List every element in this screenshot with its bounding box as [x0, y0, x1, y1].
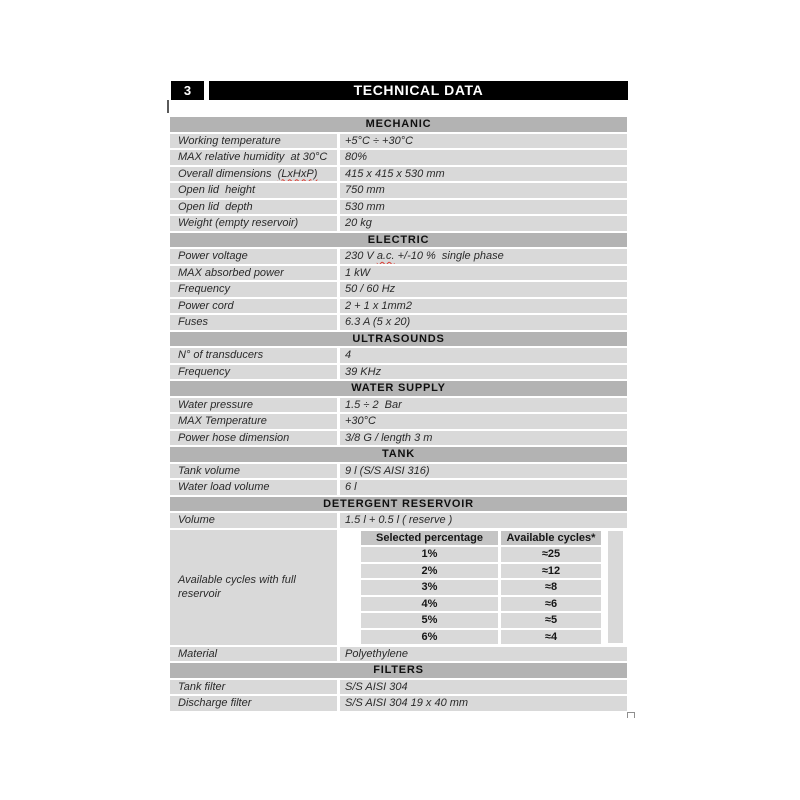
nested-table-area [340, 530, 627, 645]
cycles-table-header-cell: Selected percentage [361, 531, 498, 546]
spec-label: N° of transducers [170, 348, 337, 363]
page-title: TECHNICAL DATA [209, 81, 628, 100]
cycles-table-row [361, 613, 601, 628]
spec-value: 4 [340, 348, 627, 363]
technical-data-table [170, 117, 627, 713]
spec-label: Power hose dimension [170, 431, 337, 446]
table-section-header: ULTRASOUNDS [170, 332, 627, 347]
spec-label: Water load volume [170, 480, 337, 495]
cycles-count-cell: ≈25 [501, 547, 601, 562]
spec-label: Tank filter [170, 680, 337, 695]
spec-row [170, 680, 627, 695]
table-section-header: FILTERS [170, 663, 627, 678]
spec-value: 1.5 ÷ 2 Bar [340, 398, 627, 413]
cycles-table-header-cell: Available cycles* [501, 531, 601, 546]
spec-row [170, 464, 627, 479]
spec-label: Open lid height [170, 183, 337, 198]
spec-label: Fuses [170, 315, 337, 330]
spec-label: Power voltage [170, 249, 337, 264]
spec-value: 50 / 60 Hz [340, 282, 627, 297]
cycles-count-cell: ≈6 [501, 597, 601, 612]
spec-row [170, 696, 627, 711]
cycles-table-header-row [361, 531, 601, 546]
spec-row [170, 200, 627, 215]
spec-label: Volume [170, 513, 337, 528]
chapter-header [171, 81, 628, 100]
table-section-header: TANK [170, 447, 627, 462]
cycles-table-row [361, 597, 601, 612]
corner-mark [627, 712, 635, 718]
spec-value: 3/8 G / length 3 m [340, 431, 627, 446]
cycles-percentage-cell: 5% [361, 613, 498, 628]
spec-row [170, 299, 627, 314]
spec-value: Polyethylene [340, 647, 627, 662]
spec-value: 230 V a.c. +/-10 % single phase [340, 249, 627, 264]
spec-row [170, 480, 627, 495]
spec-value: 1 kW [340, 266, 627, 281]
cycles-percentage-cell: 4% [361, 597, 498, 612]
spec-value: 20 kg [340, 216, 627, 231]
spec-label: Working temperature [170, 134, 337, 149]
row-filler-strip [608, 531, 623, 643]
spec-value: 6.3 A (5 x 20) [340, 315, 627, 330]
spec-label: Available cycles with full reservoir [170, 530, 337, 645]
spec-value: 2 + 1 x 1mm2 [340, 299, 627, 314]
cycles-count-cell: ≈5 [501, 613, 601, 628]
text-cursor-mark [167, 100, 169, 113]
spec-label: Frequency [170, 365, 337, 380]
spec-row [170, 167, 627, 182]
spec-value: S/S AISI 304 19 x 40 mm [340, 696, 627, 711]
spec-row [170, 249, 627, 264]
cycles-percentage-cell: 2% [361, 564, 498, 579]
spec-value: 750 mm [340, 183, 627, 198]
spec-value: 80% [340, 150, 627, 165]
spec-label: MAX Temperature [170, 414, 337, 429]
cycles-count-cell: ≈12 [501, 564, 601, 579]
spec-label: MAX absorbed power [170, 266, 337, 281]
cycles-table-row [361, 630, 601, 645]
cycles-percentage-cell: 1% [361, 547, 498, 562]
spec-value: 39 KHz [340, 365, 627, 380]
cycles-count-cell: ≈8 [501, 580, 601, 595]
table-section-header: DETERGENT RESERVOIR [170, 497, 627, 512]
spec-row [170, 365, 627, 380]
spec-label: MAX relative humidity at 30°C [170, 150, 337, 165]
cycles-table [361, 531, 601, 647]
spec-value: 6 l [340, 480, 627, 495]
spec-row [170, 183, 627, 198]
spec-label: Weight (empty reservoir) [170, 216, 337, 231]
cycles-percentage-cell: 3% [361, 580, 498, 595]
spec-row [170, 348, 627, 363]
spec-label: Open lid depth [170, 200, 337, 215]
spec-row [170, 398, 627, 413]
spec-row [170, 513, 627, 528]
spec-value: 9 l (S/S AISI 316) [340, 464, 627, 479]
spec-row [170, 282, 627, 297]
spec-value: +30°C [340, 414, 627, 429]
spec-label: Overall dimensions (LxHxP) [170, 167, 337, 182]
spec-label: Material [170, 647, 337, 662]
chapter-number: 3 [171, 81, 204, 100]
spec-value: +5°C ÷ +30°C [340, 134, 627, 149]
spec-row [170, 431, 627, 446]
spec-label: Power cord [170, 299, 337, 314]
spec-row [170, 266, 627, 281]
spec-row [170, 216, 627, 231]
spec-row [170, 414, 627, 429]
cycles-table-row [361, 547, 601, 562]
spec-label: Frequency [170, 282, 337, 297]
spec-row [170, 150, 627, 165]
spec-label: Tank volume [170, 464, 337, 479]
spec-row [170, 315, 627, 330]
cycles-table-row [361, 580, 601, 595]
spec-label: Discharge filter [170, 696, 337, 711]
table-section-header: WATER SUPPLY [170, 381, 627, 396]
spec-value: 415 x 415 x 530 mm [340, 167, 627, 182]
cycles-count-cell: ≈4 [501, 630, 601, 645]
spellcheck-underline: (LxHxP) [277, 167, 318, 180]
spec-value: 1.5 l + 0.5 l ( reserve ) [340, 513, 627, 528]
spec-value: S/S AISI 304 [340, 680, 627, 695]
spec-value: 530 mm [340, 200, 627, 215]
spec-label: Water pressure [170, 398, 337, 413]
cycles-table-row [361, 564, 601, 579]
spellcheck-underline: a.c. [376, 250, 395, 262]
spec-row-available-cycles [170, 530, 627, 645]
cycles-percentage-cell: 6% [361, 630, 498, 645]
spec-row [170, 134, 627, 149]
table-section-header: MECHANIC [170, 117, 627, 132]
table-section-header: ELECTRIC [170, 233, 627, 248]
spec-row [170, 647, 627, 662]
